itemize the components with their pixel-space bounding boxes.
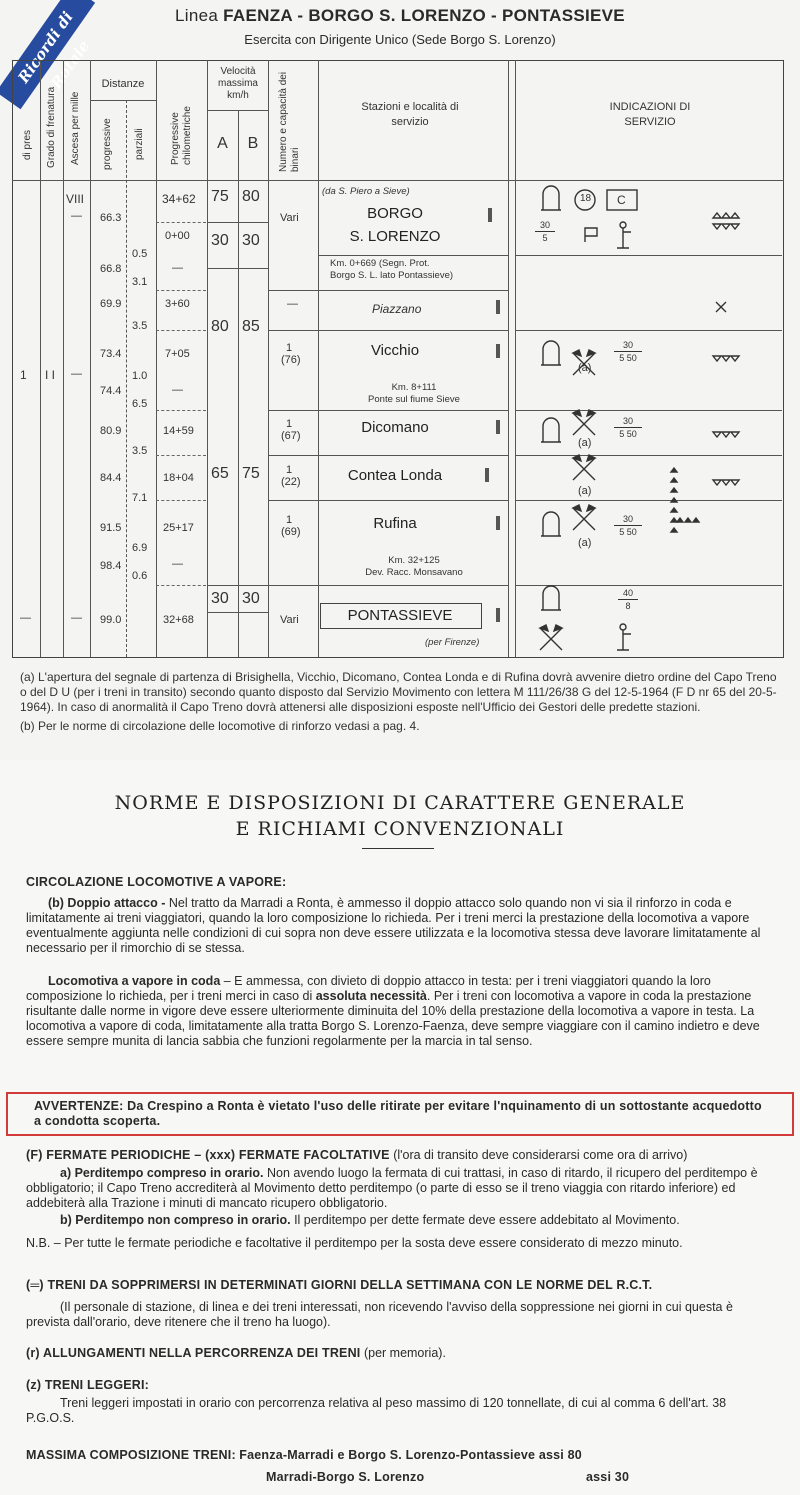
a-label-contea: (a)	[578, 485, 592, 497]
row-sep	[207, 612, 268, 613]
cell-viii: VIII	[66, 192, 85, 206]
cell-dash: —	[71, 612, 82, 624]
par-borgo-1: 0.5	[132, 248, 148, 260]
col-header-binari: Numero e capacità dei binari	[278, 71, 301, 172]
arch-icon	[541, 186, 561, 210]
prog-monsavano: 98.4	[100, 560, 122, 572]
massima-line-2: Marradi-Borgo S. Lorenzo assi 30	[266, 1470, 630, 1484]
bin-borgo: Vari	[280, 212, 299, 224]
row-sep	[156, 290, 206, 291]
station-mark	[496, 516, 500, 530]
station-mark	[488, 208, 492, 222]
station-vicchio: Vicchio	[370, 342, 420, 359]
watermark-badge: Ricordi di Rotaie	[0, 0, 95, 109]
col-header-pres: di pres	[22, 129, 33, 160]
avvertenze-paragraph: AVVERTENZE: Da Crespino a Ronta è vietato l'uso delle ritirate per evitare l'nquinamento di un sottostante acquedotto a condotta scoperta.	[34, 1099, 762, 1128]
col-line	[156, 60, 157, 657]
prog-borgo: 66.3	[100, 212, 122, 224]
fraction-30-5: 30 5	[535, 220, 555, 243]
km-vicchio: 7+05	[165, 348, 190, 360]
triangle-row-icon	[713, 432, 739, 437]
station-dicomano: Dicomano	[361, 419, 429, 436]
station-mark	[496, 420, 500, 434]
triangle-row-icon	[713, 356, 739, 361]
km-contea: 18+04	[163, 472, 194, 484]
signal-post-icon	[617, 228, 631, 248]
km-rufina: 25+17	[163, 522, 194, 534]
coda-paragraph: Locomotiva a vapore in coda – E ammessa, con divieto di doppio attacco in testa: per i treni viaggiatori quando la loro composizione lo richieda, per i treni merci in caso di assoluta necessità. Per i treni con locomotiva a vapore in coda la prestazione risultante dalle norme in vigore deve essere ulteriormente diminuita del 10% della prestazione della locomotiva a vapore in testa. La locomotiva a vapore di coda, limitatamente alla tratta Borgo S. Lorenzo-Faenza, deve sempre viaggiare con il camino indietro e deve essere sempre munita di lancia sabbia che funzioni regolarmente per la marcia in tal senso.	[26, 974, 760, 1048]
row-sep	[207, 268, 268, 269]
bin-pont: Vari	[280, 614, 299, 626]
vel-b-start: 80	[242, 188, 260, 205]
row-sep	[318, 290, 508, 291]
doppio-attacco-paragraph: (b) Doppio attacco - Nel tratto da Marradi a Ronta, è ammesso il doppio attacco solo quando non vi sia il rinforzo in coda e limitatamente ai treni viaggiatori, quando la loro composizione lo richieda. Per i treni merci la prestazione della locomotiva a vapore eventualmente aggiunta nelle condizioni di cui sopra non deve essere utilizzata e la locomotiva stessa deve lavorare limitatamente al necessario per il rimorchio di se stessa.	[26, 896, 761, 955]
triangle-row-icon	[713, 224, 739, 229]
par-vicchio: 1.0	[132, 370, 148, 382]
allungamenti-heading: (r) ALLUNGAMENTI NELLA PERCORRENZA DEI TRENI (per memoria).	[26, 1346, 446, 1360]
bin-dicomano-1: 1	[286, 418, 293, 430]
col-header-frenatura: Grado di frenatura	[46, 86, 57, 168]
prog-borgo-km: 66.8	[100, 263, 122, 275]
title-rule	[362, 848, 434, 849]
vel-b-mid: 85	[242, 318, 260, 335]
row-sep	[268, 330, 318, 331]
triangle-row-icon	[713, 480, 739, 485]
row-sep	[268, 500, 318, 501]
row-sep	[318, 455, 508, 456]
vel-a-contea: 65	[211, 465, 229, 482]
a-label-dicomano: (a)	[578, 437, 592, 449]
station-mark	[496, 300, 500, 314]
row-sep	[268, 290, 318, 291]
row-sep	[318, 255, 508, 256]
bin-piazzano: —	[287, 298, 298, 310]
treni-paragraph: (Il personale di stazione, di linea e dei treni interessati, non ricevendo l'avviso della soppressione nei giorni in cui questa è prevista dall'orario, deve ritenere che il treno ha luogo).	[26, 1300, 733, 1329]
crossed-flags-icon	[540, 625, 562, 650]
crossed-flags-icon	[573, 455, 595, 480]
cell-ascesa: —	[71, 368, 82, 380]
note-start: (da S. Piero a Sieve)	[322, 186, 410, 197]
line-title-main: FAENZA - BORGO S. LORENZO - PONTASSIEVE	[223, 6, 625, 25]
norme-title-1: NORME E DISPOSIZIONI DI CARATTERE GENERALE	[114, 792, 686, 814]
bin-rufina-1: 1	[286, 514, 293, 526]
bin-contea-2: (22)	[281, 476, 301, 488]
col-header-stazioni: Stazioni e località di servizio	[361, 101, 459, 128]
station-mark	[485, 468, 489, 482]
par-contea: 7.1	[132, 492, 148, 504]
par-borgo-2: 3.1	[132, 276, 148, 288]
text-sieve-1: Km. 8+111	[391, 382, 437, 393]
arch-icon	[541, 512, 561, 536]
par-dicomano: 3.5	[132, 445, 148, 457]
row-sep	[156, 222, 206, 223]
prog-vicchio: 73.4	[100, 348, 122, 360]
km-sieve: —	[172, 384, 183, 396]
col-header-prog-km: Progressive chilometriche	[170, 106, 193, 165]
vel-a-borgo: 30	[211, 232, 229, 249]
note-b: (b) Per le norme di circolazione delle locomotive di rinforzo vedasi a pag. 4.	[20, 719, 420, 733]
col-header-ascesa: Ascesa per mille	[70, 91, 81, 165]
col-header-indicazioni: INDICAZIONI DI SERVIZIO	[609, 101, 691, 128]
row-sep	[318, 330, 508, 331]
station-pont: PONTASSIEVE	[347, 607, 453, 624]
fermate-b-paragraph: b) Perditempo non compreso in orario. Il perditempo per dette fermate deve essere addebitato al Movimento.	[60, 1213, 680, 1227]
distanze-divider	[90, 100, 156, 101]
bin-vicchio-1: 1	[286, 342, 293, 354]
bin-rufina-2: (69)	[281, 526, 301, 538]
arch-icon	[541, 586, 561, 610]
col-header-b: B	[247, 135, 259, 152]
vel-b-borgo: 30	[242, 232, 260, 249]
col-line	[318, 60, 319, 657]
triangle-row-icon	[713, 213, 739, 218]
prog-contea: 84.4	[100, 472, 122, 484]
row-sep	[156, 330, 206, 331]
row-sep	[268, 455, 318, 456]
prog-dicomano: 80.9	[100, 425, 122, 437]
row-sep	[156, 410, 206, 411]
col-header-progressive: progressive	[102, 118, 113, 170]
arch-icon	[541, 418, 561, 442]
text-borgo-km-2: Borgo S. L. lato Pontassieve)	[330, 270, 454, 281]
km-pont: 32+68	[163, 614, 194, 626]
par-sieve: 6.5	[132, 398, 148, 410]
cell-grado: I I	[45, 368, 56, 382]
a-label-rufina: (a)	[578, 537, 592, 549]
cell-dash: —	[71, 210, 82, 222]
km-borgo: 0+00	[165, 230, 190, 242]
text-monsavano-2: Dev. Racc. Monsavano	[365, 567, 463, 578]
station-rufina: Rufina	[373, 515, 417, 532]
crossed-flags-icon	[573, 505, 595, 530]
col-header-parziali: parziali	[134, 128, 145, 160]
signal-post-icon	[617, 630, 631, 650]
fraction-30-550: 30 5 50	[614, 416, 642, 439]
station-borgo-1: BORGO	[367, 205, 423, 222]
treni-heading: (═) TRENI DA SOPPRIMERSI IN DETERMINATI GIORNI DELLA SETTIMANA CON LE NORME DEL R.C.T.	[26, 1278, 653, 1292]
flag-icon	[585, 228, 597, 242]
par-monsavano: 0.6	[132, 570, 148, 582]
text-monsavano-1: Km. 32+125	[388, 555, 440, 566]
vel-b-contea: 75	[242, 465, 260, 482]
prog-piazzano: 69.9	[100, 298, 122, 310]
row-sep	[318, 410, 508, 411]
col-line	[40, 60, 41, 657]
par-piazzano: 3.5	[132, 320, 148, 332]
vel-a-start: 75	[211, 188, 229, 205]
fermate-heading: (F) FERMATE PERIODICHE – (xxx) FERMATE FACOLTATIVE (l'ora di transito deve considerarsi come ora di arrivo)	[26, 1148, 688, 1162]
col-line	[268, 60, 269, 657]
line-title: Linea FAENZA - BORGO S. LORENZO - PONTASSIEVE	[175, 6, 625, 25]
fraction-40-8: 40 8	[618, 588, 638, 611]
row-sep	[268, 410, 318, 411]
note-a: (a) L'apertura del segnale di partenza di Brisighella, Vicchio, Dicomano, Contea Londa e di Rufina dovrà avvenire dietro ordine del Capo Treno o del D U (per i treni in transito) secondo quanto disposto dal Servizio Movimento con lettera M 111/26/38 G del 12-5-1964 (F D nr 65 del 20-5-1964). In caso di anormalità il Capo Treno dovrà attenersi alle disposizioni esposte nell'Ufficio dei Gestori delle predette stazioni.	[20, 670, 777, 714]
fraction-30-550: 30 5 50	[614, 514, 642, 537]
prog-pont: 99.0	[100, 614, 122, 626]
leggeri-paragraph: Treni leggeri impostati in orario con percorrenza relativa al peso massimo di 120 tonnellate, di cui al comma 6 dell'art. 38 P.G.O.S.	[26, 1396, 727, 1425]
arch-icon	[541, 341, 561, 365]
bin-dicomano-2: (67)	[281, 430, 301, 442]
indications-symbols	[515, 180, 782, 656]
a-label-vicchio: (a)	[578, 362, 592, 374]
crossed-flags-icon	[573, 410, 595, 435]
station-contea: Contea Londa	[347, 467, 443, 484]
note-pont: (per Firenze)	[425, 637, 480, 648]
cell-frenatura: 1	[20, 368, 27, 382]
row-sep	[318, 500, 508, 501]
station-mark	[496, 344, 500, 358]
row-sep	[268, 585, 318, 586]
km-monsavano: —	[172, 558, 183, 570]
cell-dash: —	[20, 612, 31, 624]
km-start: 34+62	[162, 192, 196, 206]
leggeri-heading: (z) TRENI LEGGERI:	[26, 1378, 150, 1392]
col-line	[508, 60, 509, 657]
text-sieve-2: Ponte sul fiume Sieve	[368, 394, 460, 405]
notes	[20, 670, 785, 738]
row-sep	[207, 222, 268, 223]
par-rufina: 6.9	[132, 542, 148, 554]
fermate-a-paragraph: a) Perditempo compreso in orario. Non avendo luogo la fermata di cui trattasi, in caso di ritardo, il ricupero del perditempo è obbligatorio; il Capo Treno accrediterà al Movimento detto perditempo (o parte di esso se il treno viaggia con ritardo inferiore) ed addebiterà alla Trazione i minuti di mancato ricupero obbligatorio.	[26, 1166, 758, 1210]
nb-paragraph: N.B. – Per tutte le fermate periodiche e facoltative il perditempo per la sosta deve essere considerato di mezzo minuto.	[26, 1236, 683, 1250]
row-sep	[318, 585, 508, 586]
col-header-distanze: Distanze	[101, 78, 145, 90]
norme-title-2: E RICHIAMI CONVENZIONALI	[235, 818, 565, 840]
station-mark	[496, 608, 500, 622]
km-borgo-km: —	[172, 262, 183, 274]
station-piazzano: Piazzano	[372, 302, 422, 316]
km-dicomano: 14+59	[163, 425, 194, 437]
station-borgo-2: S. LORENZO	[349, 228, 441, 245]
prog-rufina: 91.5	[100, 522, 122, 534]
vel-b-pont: 30	[242, 590, 260, 607]
km-piazzano: 3+60	[165, 298, 190, 310]
text-borgo-km-1: Km. 0+669 (Segn. Prot.	[330, 258, 430, 269]
vel-a-pont: 30	[211, 590, 229, 607]
col-header-a: A	[217, 135, 228, 152]
circolazione-heading: CIRCOLAZIONE LOCOMOTIVE A VAPORE:	[26, 875, 287, 889]
bin-contea-1: 1	[286, 464, 293, 476]
fraction-30-550: 30 5 50	[614, 340, 642, 363]
row-sep	[156, 500, 206, 501]
massima-line-1: MASSIMA COMPOSIZIONE TRENI: Faenza-Marradi e Borgo S. Lorenzo-Pontassieve assi 80	[26, 1448, 582, 1462]
vel-a-mid: 80	[211, 318, 229, 335]
row-sep	[156, 585, 206, 586]
row-sep	[156, 455, 206, 456]
circle-18-label: 18	[580, 193, 592, 204]
col-line	[63, 60, 64, 657]
row-sep	[207, 585, 268, 586]
prog-sieve: 74.4	[100, 385, 122, 397]
col-line	[238, 110, 239, 657]
box-c-label: C	[617, 193, 626, 207]
bin-vicchio-2: (76)	[281, 354, 301, 366]
velocita-divider	[207, 110, 268, 111]
col-header-velocita: Velocità massima km/h	[217, 66, 258, 101]
x-icon	[716, 302, 726, 312]
col-line	[126, 100, 127, 657]
line-subtitle: Esercita con Dirigente Unico (Sede Borgo S. Lorenzo)	[244, 32, 556, 47]
triangle-row-icon	[677, 518, 699, 522]
col-line	[90, 60, 91, 657]
